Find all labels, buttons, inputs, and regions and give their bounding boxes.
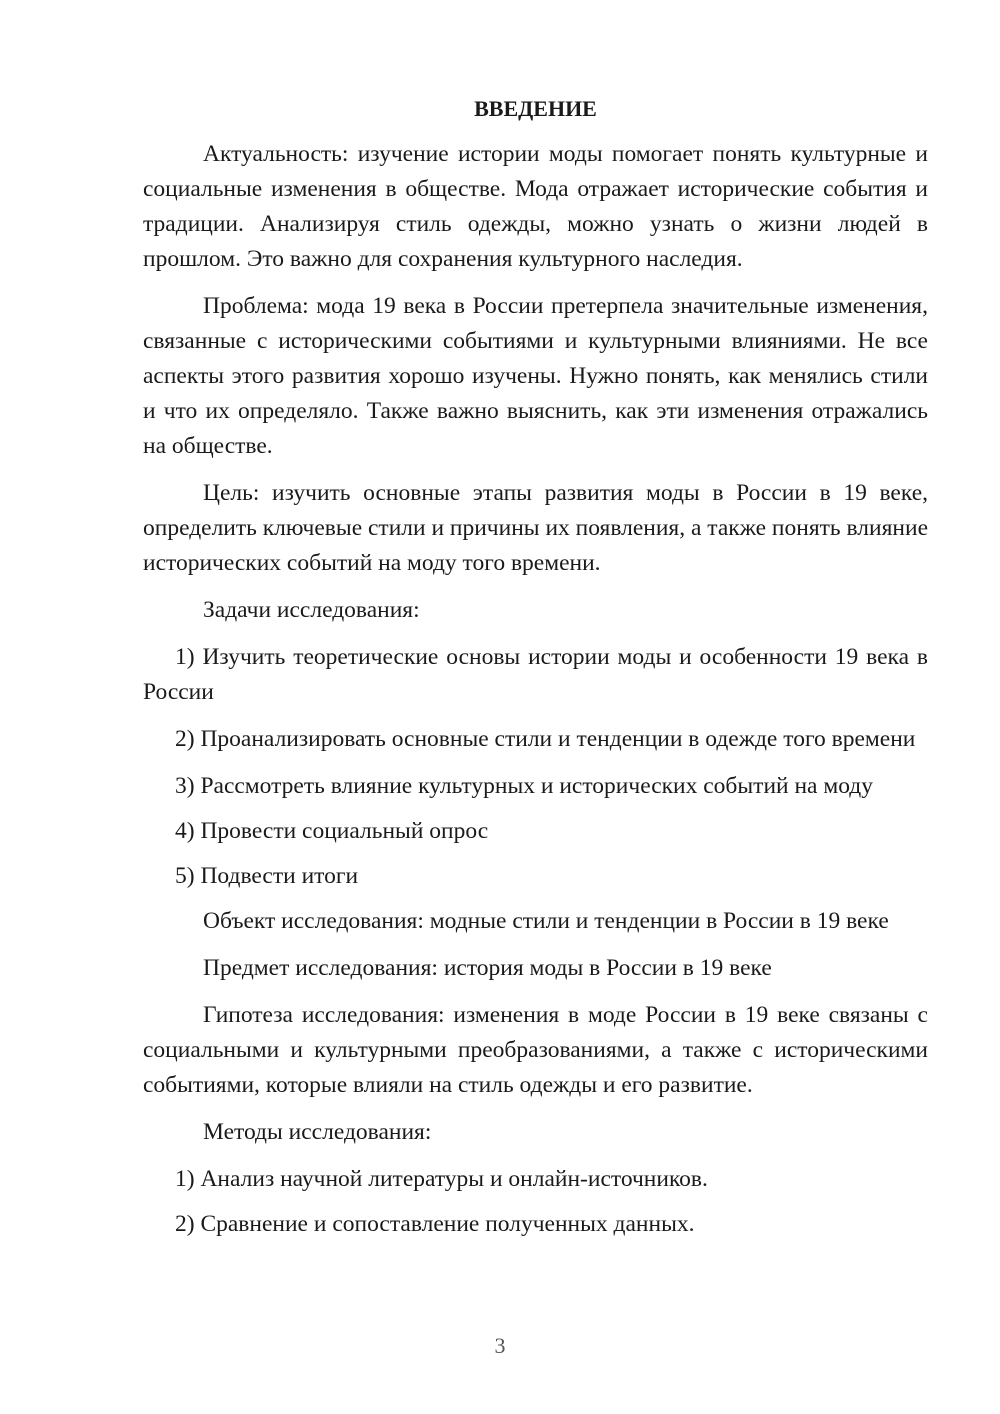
page-number: 3 xyxy=(494,1333,506,1358)
goal-paragraph: Цель: изучить основные этапы развития моды в России в 19 веке, определить ключевые стили и причины их появления, а также понять влияние исторических событий на моду того времени. xyxy=(143,480,928,576)
methods-heading: Методы исследования: xyxy=(203,1119,432,1145)
method-item: 1) Анализ научной литературы и онлайн-источников. xyxy=(175,1166,708,1192)
task-item: 2) Проанализировать основные стили и тенденции в одежде того времени xyxy=(175,726,916,752)
task-item: 1) Изучить теоретические основы истории моды и особенности 19 века в России xyxy=(143,644,928,705)
task-item: 5) Подвести итоги xyxy=(175,863,359,889)
problem-paragraph: Проблема: мода 19 века в России претерпела значительные изменения, связанные с историческими событиями и культурными влияниями. Не все аспекты этого развития хорошо изучены. Нужно понять, как менялись стили и что их определяло. Также важно выяснить, как эти изменения отражались на обществе. xyxy=(143,293,928,459)
page-content xyxy=(143,94,928,1252)
research-subject: Предмет исследования: история моды в России в 19 веке xyxy=(203,955,772,981)
method-item: 2) Сравнение и сопоставление полученных данных. xyxy=(175,1211,695,1237)
research-object: Объект исследования: модные стили и тенденции в России в 19 веке xyxy=(203,908,889,934)
task-item: 3) Рассмотреть влияние культурных и исторических событий на моду xyxy=(175,773,874,799)
page-title: ВВЕДЕНИЕ xyxy=(474,96,597,121)
relevance-paragraph: Актуальность: изучение истории моды помогает понять культурные и социальные изменения в обществе. Мода отражает исторические события и традиции. Анализируя стиль одежды, можно узнать о жизни людей в прошлом. Это важно для сохранения культурного наследия. xyxy=(143,141,928,272)
task-item: 4) Провести социальный опрос xyxy=(175,818,489,844)
tasks-heading: Задачи исследования: xyxy=(203,597,420,623)
hypothesis-paragraph: Гипотеза исследования: изменения в моде России в 19 веке связаны с социальными и культурными преобразованиями, а также с историческими событиями, которые влияли на стиль одежды и его развитие. xyxy=(143,1002,928,1098)
